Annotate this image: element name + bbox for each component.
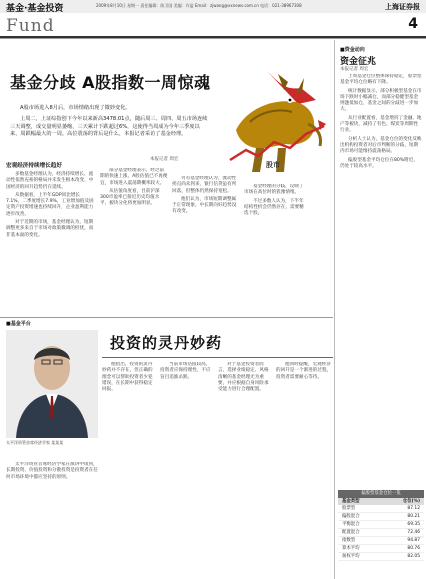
column-paragraph: 另有基金经理认为，流动性拐点尚未到来，银行信贷虽有所回落，但整体仍然保持宽松。 [172,176,237,194]
column-paragraph: 部分基金经理表示，经过前期的快速上涨，A股估值已不再便宜，市场进入震荡期概率较大。 [100,168,168,186]
table-row [338,521,424,529]
lead-headline: 基金分歧 A股指数一周惊魂 [10,73,211,92]
page-number: 4 [408,16,418,32]
lead-column [172,176,240,312]
bull-illustration [226,60,328,184]
table-cell: 87.12 [407,506,420,511]
column-paragraph: 基金经理的分歧，反映了市场在高位时的犹豫情绪。 [244,184,304,196]
table-cell: 80.76 [407,546,420,551]
lead-paragraph: A股市场进入8月后，市场情绪出现了微妙变化。 [20,105,131,111]
table-title: 偏股型基金仓位一览 [338,490,424,498]
profile-column [6,462,98,576]
profile-headline: 投资的灵丹妙药 [110,334,223,352]
person-icon [6,330,98,438]
table-row [338,513,424,521]
table-cell: 加权平均 [342,554,360,559]
table-cell: 82.05 [407,554,420,559]
table-cell: 偏股混合 [342,514,360,519]
table-header-cell: 基金类型 [342,499,360,504]
illustration-label: 股市 [266,161,280,169]
table-cell: 股票型 [342,506,356,511]
sidebar-title: 资金征兆 [340,57,377,67]
section-name: 基金·基金投资 [6,4,64,14]
table-cell: 平衡混合 [342,522,360,527]
table-cell: 配置混合 [342,530,360,535]
table-cell: 94.87 [407,538,420,543]
column-paragraph: 太平洋资管首席经济学家在演讲中谈到，长期投资、价值投资和分散投资是投资者在任何市场环境中都应坚持的原则。 [6,462,98,480]
photo-caption: 太平洋资管首席经济学家 某某某 [6,440,64,445]
table-row [338,505,424,513]
column-paragraph: 不过多数人认为，下半年结构性机会仍然存在，需要精选个股。 [244,198,304,217]
column-paragraph: 多数基金经理认为，经济持续增长、流动性依然充裕的格局并未发生根本改变，中国经济的回升趋势仍在延续。 [6,172,94,190]
column-paragraph: 从行业配置看，基金增持了金融、地产等板块，减持了有色、煤炭等周期性行业。 [340,115,422,134]
sidebar-byline: 本报记者 周宏 [340,67,369,72]
section-label: ■基金平台 [6,321,31,327]
column-paragraph: 他指出，投资的灵丹妙药并不存在，但正确的理念可以帮助投资者少犯错误，在长期中获得稳定回报。 [102,362,153,393]
column-subhead: 宏观经济持续增长趋好 [6,163,62,169]
table-cell: 80.21 [407,514,420,519]
headline-rule [102,357,333,358]
section-divider [0,317,333,318]
table-cell: 算术平均 [342,546,360,551]
lead-column [244,184,308,312]
sidebar-tag: ■资金动向 [340,47,365,53]
column-paragraph: 他同时提醒，宏观经济的回升是一个渐进的过程，投资者需要耐心等待。 [276,362,332,380]
column-title: Fund [6,16,55,36]
column-paragraph: 对于基金投资者而言，选择业绩稳定、风格清晰的基金经理尤为重要，并应根据自身风险承受能力进行合理配置。 [218,362,269,393]
profile-column [102,362,156,576]
column-paragraph: 从数据看，上半年GDP同比增长7.1%，二季度增长7.9%，工业增加值及固定资产投资增速也持续回升，企业盈利能力逐步改善。 [6,192,94,217]
table-header-cell: 仓位(%) [402,499,420,504]
table-row [338,545,424,553]
portrait-photo [6,330,98,438]
table-row [338,529,424,537]
lead-byline: 本报记者 周宏 [150,157,179,162]
profile-column [218,362,272,576]
column-paragraph: 他们认为，市场短期调整属于正常现象，中长期向好趋势没有改变。 [172,196,237,215]
column-paragraph: 统计数据显示，部分积极型基金在市场下跌时小幅减仓，而部分稳健型基金则逢低加仓，基金之间的分歧进一步加大。 [340,88,422,113]
profile-column [160,362,214,576]
column-paragraph: 上周基金仓位整体保持稳定，股票型基金平均仓位略有下降。 [340,74,422,86]
sidebar-rule [334,40,335,579]
profile-column [276,362,332,576]
lead-paragraph: 上周二，上证综指创下今年以来新高3478.01点，随后周三、周四、周五市场连续三天调整，成交量明显萎缩，三天累计下跌超过6%，这使得当周成为今年三季度以来，周跌幅最大的一周。高位震荡的背后是什么，本报记者采访了基金经理。 [10,116,208,137]
position-table [338,490,424,561]
header-rule [0,38,426,39]
lead-intro [10,105,210,142]
column-paragraph: 偏股型基金平均仓位在80%附近，仍处于较高水平。 [340,157,418,169]
newspaper-name: 上海证券报 [385,3,420,11]
publication-info: 2009年8月10日 星期一 责任编辑：陈卫国 美编：许盈 Email：zjwang@xxnews.com.cn 电话：021-38967308 [96,3,302,8]
table-row [338,553,424,561]
lead-column [100,168,168,312]
column-paragraph: 对于近期的市场，基金经理认为，短期调整更多来自于市场对政策微调的担忧，而非基本面的变化。 [6,220,94,238]
column-paragraph: 从估值角度看，目前沪深300市盈率已接近历史均值水平，板块分化将更加明显。 [100,188,160,207]
lead-column [6,161,94,311]
masthead [0,0,426,38]
table-header [338,498,424,505]
table-cell: 69.35 [407,522,420,527]
column-paragraph: 当前市场估值较高，投资者应保持理性，不应盲目追涨杀跌。 [160,362,211,380]
column-paragraph: 分析人士认为，基金仓位的变化反映出机构投资者对后市判断的分歧，短期内市场可能维持震荡格局。 [340,136,422,155]
table-cell: 指数型 [342,538,356,543]
table-row [338,537,424,545]
sidebar-column [340,74,422,484]
table-cell: 72.46 [407,530,420,535]
